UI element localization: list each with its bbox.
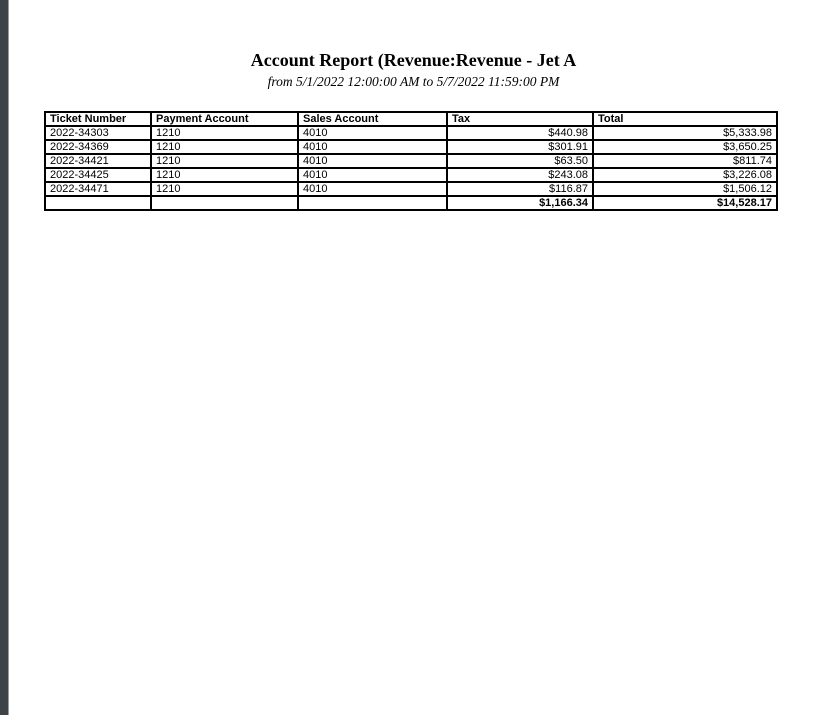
column-header-sales-account: Sales Account — [298, 112, 447, 126]
cell-ticket-number: 2022-34421 — [45, 154, 151, 168]
cell-total: $5,333.98 — [593, 126, 777, 140]
report-date-range: from 5/1/2022 12:00:00 AM to 5/7/2022 11:59:00 PM — [267, 74, 560, 89]
cell-tax: $116.87 — [447, 182, 593, 196]
cell-tax: $63.50 — [447, 154, 593, 168]
column-header-payment-account: Payment Account — [151, 112, 298, 126]
cell-payment-account: 1210 — [151, 168, 298, 182]
cell-total: $1,506.12 — [593, 182, 777, 196]
table-row — [45, 168, 777, 182]
report-table — [44, 111, 778, 211]
cell-ticket-number: 2022-34471 — [45, 182, 151, 196]
report-title: Account Report (Revenue:Revenue - Jet A — [250, 50, 577, 70]
viewer-left-edge — [0, 0, 9, 715]
report-page — [9, 0, 818, 715]
cell-ticket-number: 2022-34303 — [45, 126, 151, 140]
table-row — [45, 140, 777, 154]
cell-sales-account: 4010 — [298, 126, 447, 140]
cell-payment-account: 1210 — [151, 154, 298, 168]
column-header-ticket-number: Ticket Number — [45, 112, 151, 126]
table-row — [45, 154, 777, 168]
cell-sales-account: 4010 — [298, 154, 447, 168]
cell-sales-account: 4010 — [298, 140, 447, 154]
cell-sales-account: 4010 — [298, 182, 447, 196]
totals-empty-cell — [151, 196, 298, 210]
cell-payment-account: 1210 — [151, 182, 298, 196]
cell-tax: $243.08 — [447, 168, 593, 182]
totals-row — [45, 196, 777, 210]
cell-ticket-number: 2022-34369 — [45, 140, 151, 154]
cell-total: $811.74 — [593, 154, 777, 168]
table-row — [45, 182, 777, 196]
cell-payment-account: 1210 — [151, 126, 298, 140]
cell-payment-account: 1210 — [151, 140, 298, 154]
cell-total: $3,650.25 — [593, 140, 777, 154]
totals-total-cell: $14,528.17 — [593, 196, 777, 210]
cell-tax: $440.98 — [447, 126, 593, 140]
totals-empty-cell — [298, 196, 447, 210]
header-row — [45, 112, 777, 126]
cell-tax: $301.91 — [447, 140, 593, 154]
column-header-total: Total — [593, 112, 777, 126]
cell-total: $3,226.08 — [593, 168, 777, 182]
cell-sales-account: 4010 — [298, 168, 447, 182]
cell-ticket-number: 2022-34425 — [45, 168, 151, 182]
table-row — [45, 126, 777, 140]
totals-tax-cell: $1,166.34 — [447, 196, 593, 210]
totals-empty-cell — [45, 196, 151, 210]
column-header-tax: Tax — [447, 112, 593, 126]
